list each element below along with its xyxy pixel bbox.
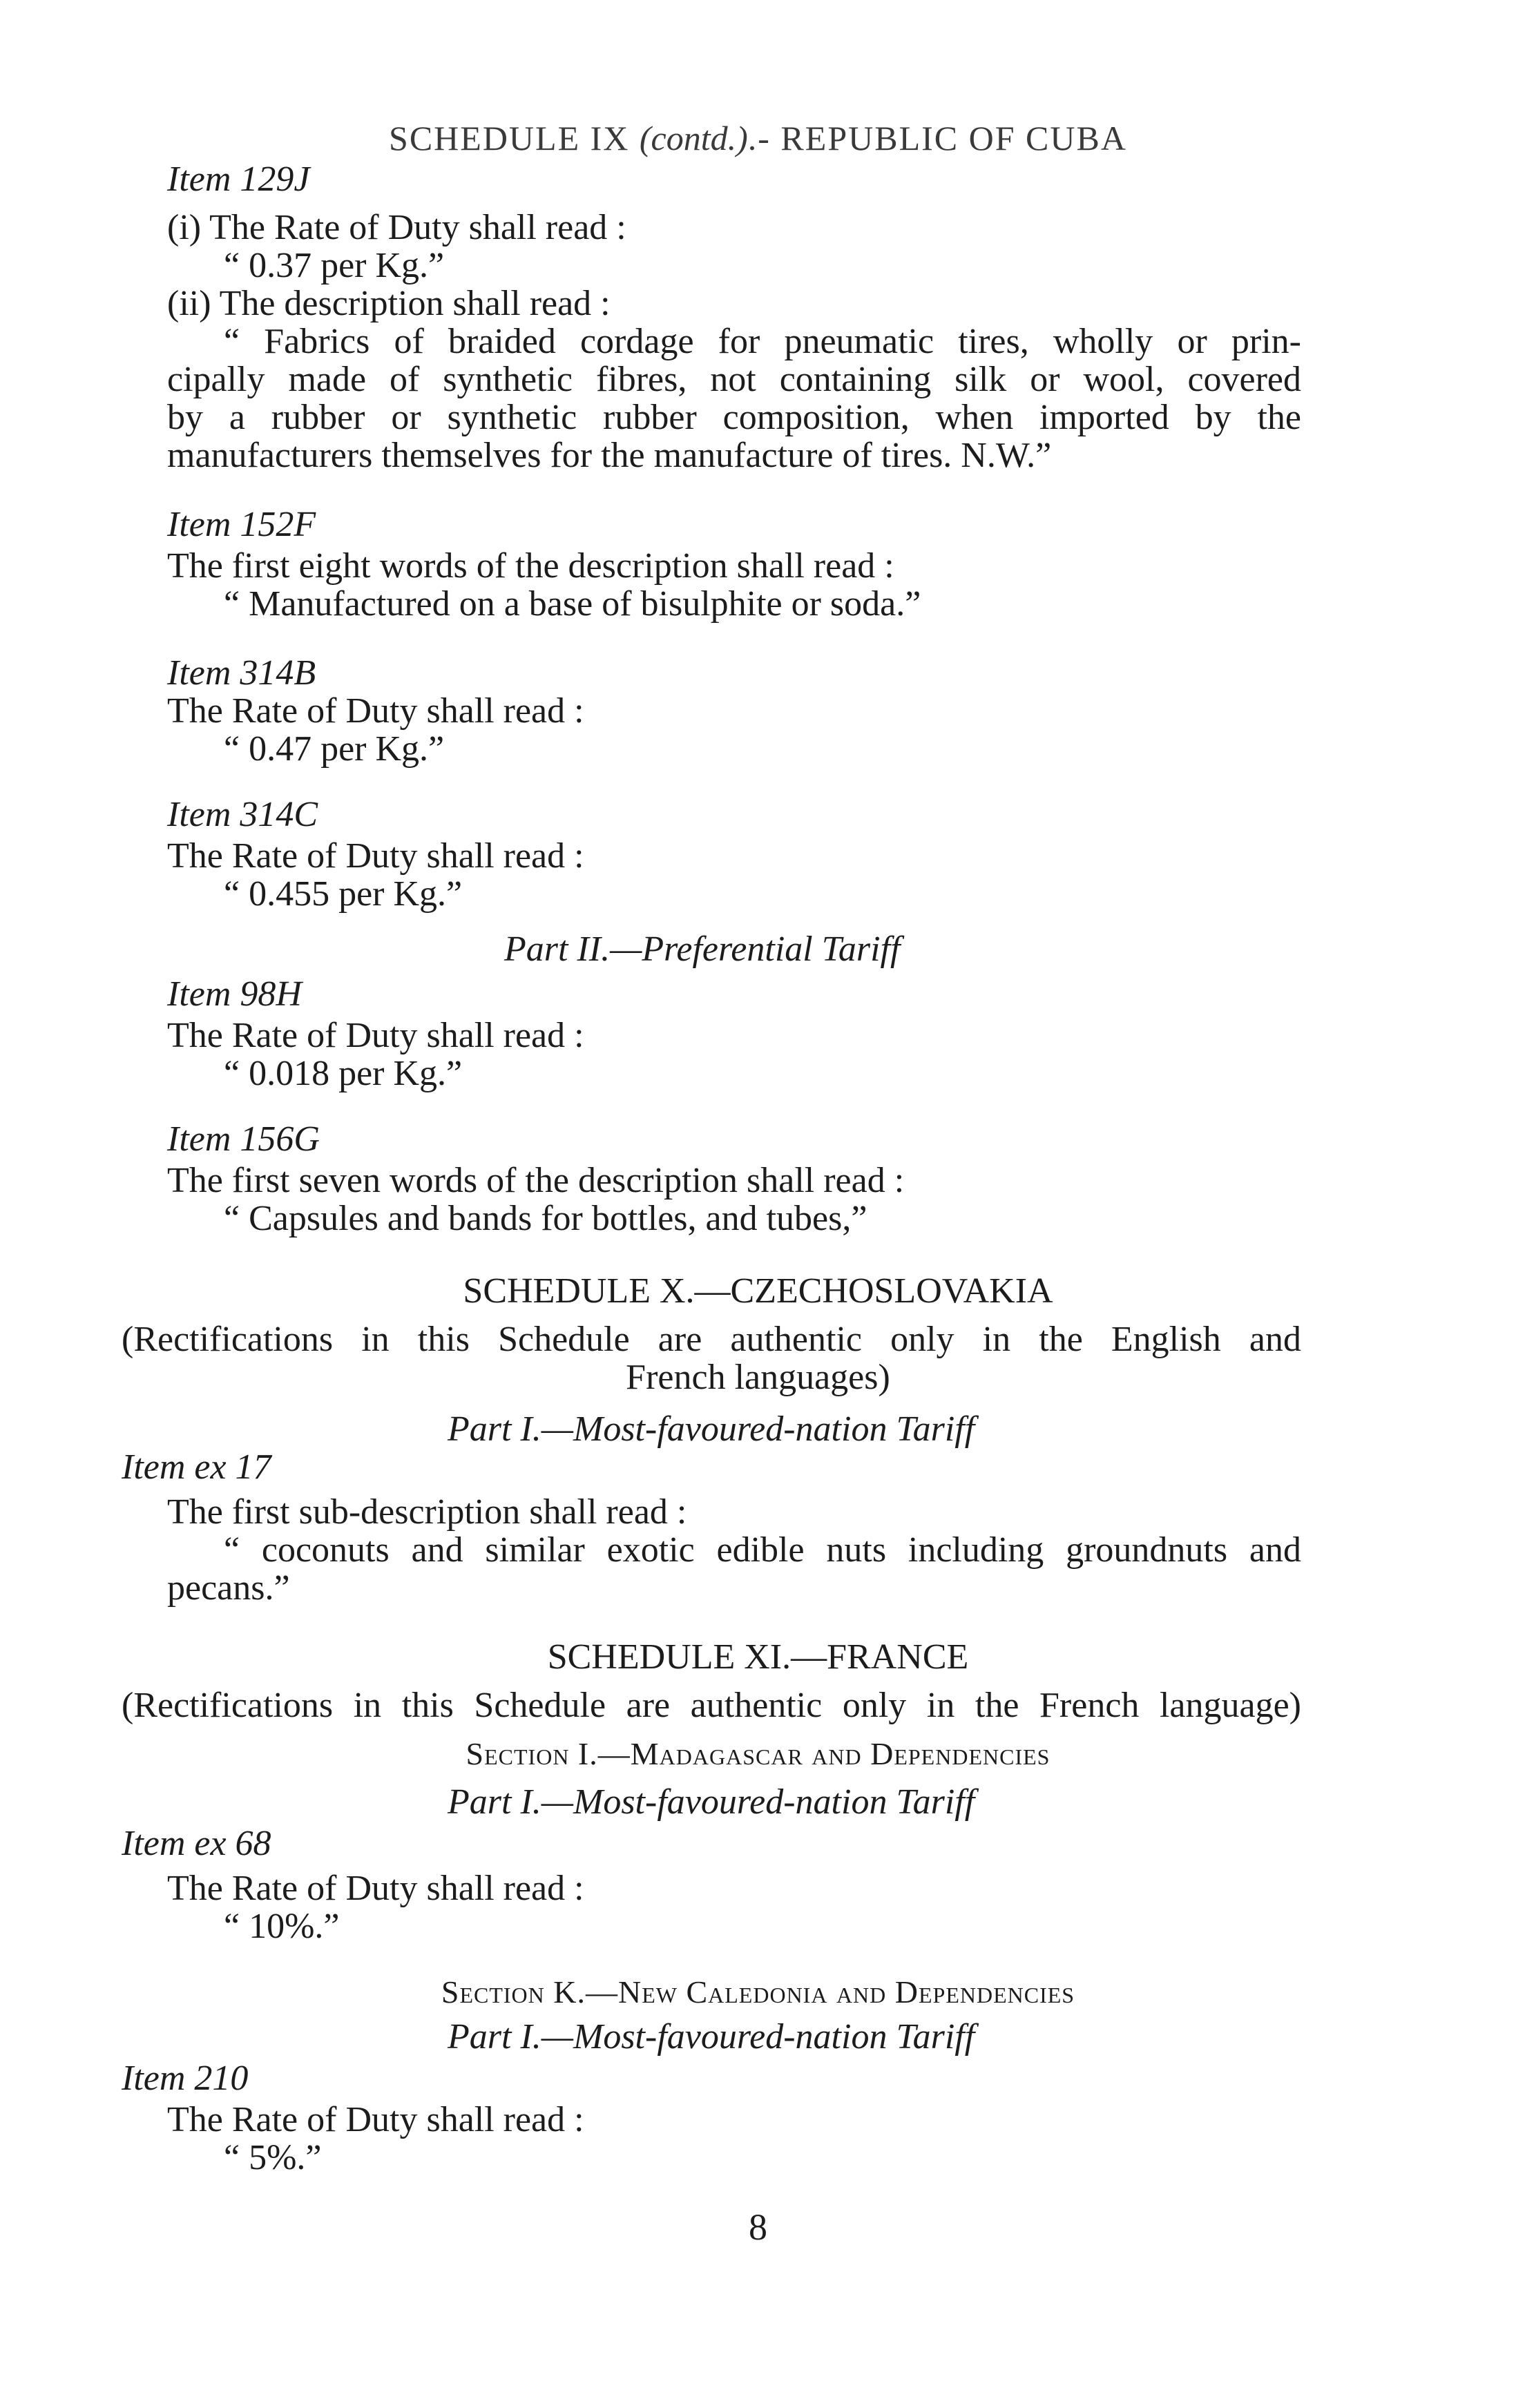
header-schedule: SCHEDULE IX: [389, 119, 630, 157]
header-contd: (contd.): [639, 119, 748, 157]
item-ex17-line-3: pecans.”: [167, 1568, 290, 1608]
item-314b-line-2: “ 0.47 per Kg.”: [224, 729, 445, 769]
schedule-xi-note: (Rectifications in this Schedule are authentic only in the French language): [122, 1686, 1301, 1725]
item-314b-line-1: The Rate of Duty shall read :: [167, 691, 584, 731]
item-210-line-1: The Rate of Duty shall read :: [167, 2100, 584, 2139]
item-129j-line-7: manufacturers themselves for the manufacture of tires. N.W.”: [167, 436, 1052, 475]
item-210-line-2: “ 5%.”: [224, 2138, 322, 2177]
page-number: 8: [749, 2206, 767, 2248]
item-ex17-line-2: “ coconuts and similar exotic edible nuts including groundnuts and: [224, 1530, 1301, 1570]
item-156g-line-2: “ Capsules and bands for bottles, and tubes,”: [224, 1199, 867, 1238]
running-header: [0, 117, 1516, 159]
item-314c-line-2: “ 0.455 per Kg.”: [224, 874, 463, 914]
item-152f-line-1: The first eight words of the description shall read :: [167, 546, 894, 586]
item-98h-line-2: “ 0.018 per Kg.”: [224, 1054, 463, 1093]
item-98h-label: Item 98H: [167, 974, 302, 1014]
item-ex68-line-2: “ 10%.”: [224, 1907, 340, 1946]
item-129j-label: Item 129J: [167, 160, 310, 199]
item-152f-line-2: “ Manufactured on a base of bisulphite or soda.”: [224, 584, 921, 624]
item-ex68-line-1: The Rate of Duty shall read :: [167, 1869, 584, 1908]
item-129j-line-4: “ Fabrics of braided cordage for pneumatic tires, wholly or prin-: [224, 322, 1301, 361]
section-i-part: Part I.—Most-favoured-nation Tariff: [448, 1782, 975, 1822]
item-210-label: Item 210: [122, 2059, 249, 2098]
item-314c-label: Item 314C: [167, 795, 318, 834]
item-314c-line-1: The Rate of Duty shall read :: [167, 836, 584, 876]
item-ex17-label: Item ex 17: [122, 1447, 271, 1487]
item-ex17-line-1: The first sub-description shall read :: [167, 1492, 687, 1532]
item-129j-line-2: “ 0.37 per Kg.”: [224, 246, 445, 285]
item-129j-line-1: (i) The Rate of Duty shall read :: [167, 208, 626, 247]
section-i-heading: Section I.—Madagascar and Dependencies: [466, 1736, 1050, 1771]
item-98h-line-1: The Rate of Duty shall read :: [167, 1016, 584, 1055]
item-156g-label: Item 156G: [167, 1119, 320, 1159]
section-k-heading: Section K.—New Caledonia and Dependencies: [441, 1974, 1075, 2010]
schedule-xi-title: SCHEDULE XI.—FRANCE: [547, 1637, 969, 1677]
section-k-part: Part I.—Most-favoured-nation Tariff: [448, 2017, 975, 2057]
item-129j-line-6: by a rubber or synthetic rubber composition, when imported by the: [167, 398, 1301, 437]
schedule-x-note-1: (Rectifications in this Schedule are authentic only in the English and: [122, 1320, 1301, 1359]
item-129j-line-3: (ii) The description shall read :: [167, 284, 611, 323]
item-ex68-label: Item ex 68: [122, 1824, 271, 1863]
item-156g-line-1: The first seven words of the description shall read :: [167, 1161, 905, 1200]
part-ii-heading: Part II.—Preferential Tariff: [504, 930, 901, 969]
schedule-x-note-2: French languages): [626, 1358, 890, 1397]
header-country: .- REPUBLIC OF CUBA: [747, 119, 1127, 157]
schedule-x-part: Part I.—Most-favoured-nation Tariff: [448, 1409, 975, 1449]
item-129j-line-5: cipally made of synthetic fibres, not containing silk or wool, covered: [167, 360, 1301, 399]
item-152f-label: Item 152F: [167, 505, 316, 544]
item-314b-label: Item 314B: [167, 653, 316, 693]
schedule-x-title: SCHEDULE X.—CZECHOSLOVAKIA: [463, 1271, 1053, 1311]
